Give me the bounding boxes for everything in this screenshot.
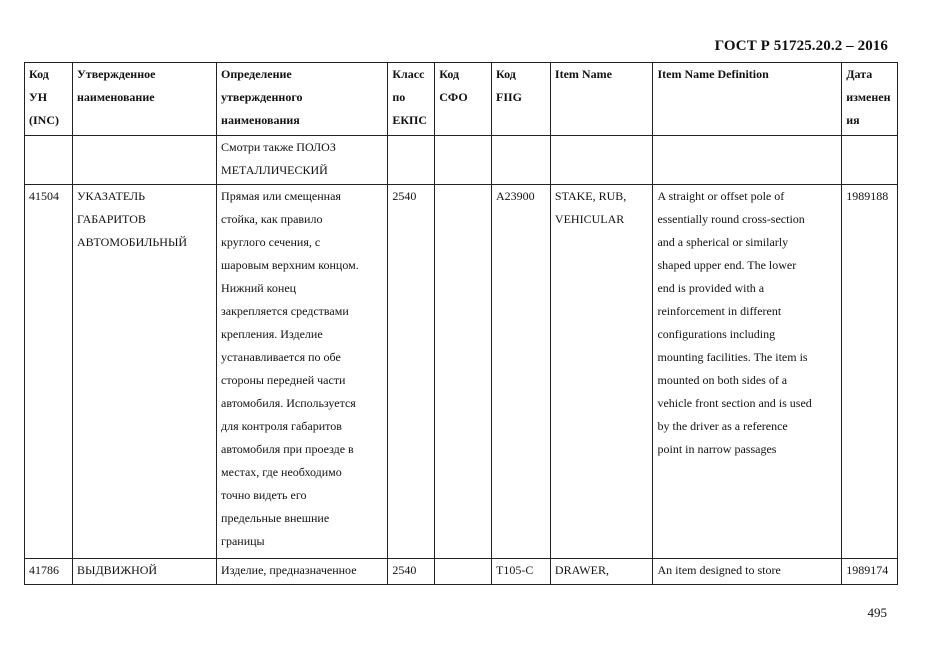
cell-item-name-definition: An item designed to store: [653, 559, 842, 585]
cell-approved-name: ВЫДВИЖНОЙ: [73, 559, 217, 585]
col-header-item-name: Item Name: [550, 63, 653, 136]
cell-sfo-code: [435, 559, 492, 585]
cell-item-name: DRAWER,: [550, 559, 653, 585]
page-number: 495: [867, 605, 887, 620]
cell-fiig-code: A23900: [492, 185, 551, 559]
col-header-change-date: Дата изменен ия: [842, 63, 898, 136]
cell-item-name: [550, 136, 653, 185]
cell-change-date: [842, 136, 898, 185]
cell-fiig-code: T105-C: [492, 559, 551, 585]
cell-name-definition: Смотри также ПОЛОЗ МЕТАЛЛИЧЕСКИЙ: [217, 136, 388, 185]
cell-item-name-definition: [653, 136, 842, 185]
cell-change-date: 1989188: [842, 185, 898, 559]
col-header-sfo-code: Код СФО: [435, 63, 492, 136]
col-header-fiig-code: Код FIIG: [492, 63, 551, 136]
cell-sfo-code: [435, 185, 492, 559]
col-header-item-name-definition: Item Name Definition: [653, 63, 842, 136]
document-standard-header: ГОСТ Р 51725.20.2 – 2016: [714, 38, 888, 54]
cell-name-definition: Изделие, предназначенное: [217, 559, 388, 585]
cell-inc-code: 41504: [25, 185, 73, 559]
col-header-ekps-class: Класс по ЕКПС: [388, 63, 435, 136]
cell-change-date: 1989174: [842, 559, 898, 585]
col-header-approved-name: Утвержденное наименование: [73, 63, 217, 136]
cell-ekps-class: [388, 136, 435, 185]
cell-item-name: STAKE, RUB, VEHICULAR: [550, 185, 653, 559]
cell-ekps-class: 2540: [388, 559, 435, 585]
table-row: [25, 185, 898, 559]
cell-approved-name: УКАЗАТЕЛЬ ГАБАРИТОВ АВТОМОБИЛЬНЫЙ: [73, 185, 217, 559]
table-row: [25, 136, 898, 185]
cell-fiig-code: [492, 136, 551, 185]
cell-item-name-definition: A straight or offset pole of essentially round cross-section and a spherical or similarly shaped upper end. The lower end is provided with a reinforcement in different configurations including mounting facilities. The item is mounted on both sides of a vehicle front section and is used by the driver as a reference point in narrow passages: [653, 185, 842, 559]
cell-approved-name: [73, 136, 217, 185]
table-header-row: [25, 63, 898, 136]
cell-name-definition: Прямая или смещенная стойка, как правило круглого сечения, с шаровым верхним концом. Нижний конец закрепляется средствами крепления. Изделие устанавливается по обе стороны передней части автомобиля. Используется для контроля габаритов автомобиля при проезде в местах, где необходимо точно видеть его предельные внешние границы: [217, 185, 388, 559]
cell-sfo-code: [435, 136, 492, 185]
classification-table: [24, 62, 898, 585]
cell-inc-code: [25, 136, 73, 185]
cell-ekps-class: 2540: [388, 185, 435, 559]
cell-inc-code: 41786: [25, 559, 73, 585]
col-header-inc-code: Код УН (INC): [25, 63, 73, 136]
table-row: [25, 559, 898, 585]
col-header-name-definition: Определение утвержденного наименования: [217, 63, 388, 136]
